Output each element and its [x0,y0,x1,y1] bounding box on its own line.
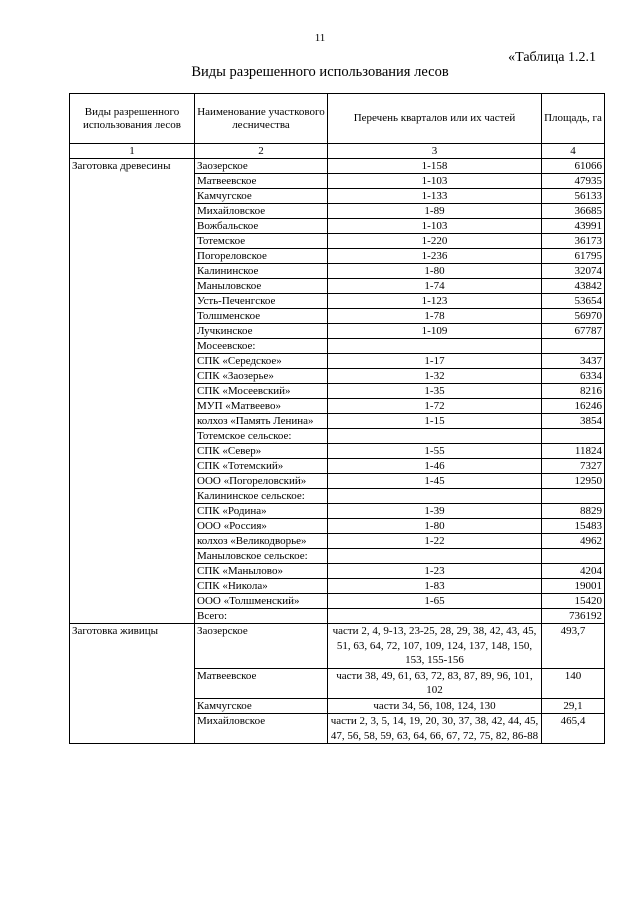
area-cell: 465,4 [542,714,605,744]
table-label: «Таблица 1.2.1 [508,50,596,65]
use-type-cell: Заготовка древесины [70,159,195,624]
quarters-cell: 1-89 [328,204,542,219]
forestry-name-cell: Михайловское [195,204,328,219]
forestry-name-cell: Маныловское сельское: [195,549,328,564]
area-cell [542,549,605,564]
area-cell: 32074 [542,264,605,279]
area-cell: 140 [542,668,605,698]
quarters-cell: 1-103 [328,219,542,234]
area-cell: 3437 [542,354,605,369]
area-cell [542,489,605,504]
quarters-cell: 1-45 [328,474,542,489]
forestry-name-cell: СПК «Мосеевский» [195,384,328,399]
area-cell: 736192 [542,609,605,624]
quarters-cell: 1-109 [328,324,542,339]
forestry-name-cell: Камчугское [195,189,328,204]
forestry-name-cell: СПК «Родина» [195,504,328,519]
area-cell: 15483 [542,519,605,534]
area-cell: 11824 [542,444,605,459]
forestry-name-cell: МУП «Матвеево» [195,399,328,414]
area-cell: 12950 [542,474,605,489]
forestry-name-cell: Калининское сельское: [195,489,328,504]
forestry-name-cell: колхоз «Великодворье» [195,534,328,549]
area-cell: 6334 [542,369,605,384]
quarters-cell: части 38, 49, 61, 63, 72, 83, 87, 89, 96, 101, 102 [328,668,542,698]
forestry-name-cell: Всего: [195,609,328,624]
area-cell: 29,1 [542,698,605,714]
page-number: 11 [314,32,326,44]
area-cell: 47935 [542,174,605,189]
area-cell: 8829 [542,504,605,519]
quarters-cell: 1-17 [328,354,542,369]
area-cell: 8216 [542,384,605,399]
quarters-cell: 1-32 [328,369,542,384]
area-cell: 493,7 [542,624,605,669]
column-number: 2 [195,144,328,159]
quarters-cell: 1-220 [328,234,542,249]
quarters-cell [328,549,542,564]
area-cell: 43842 [542,279,605,294]
forestry-name-cell: СПК «Никола» [195,579,328,594]
table-row [70,624,605,669]
area-cell: 61066 [542,159,605,174]
area-cell: 15420 [542,594,605,609]
forestry-name-cell: Калининское [195,264,328,279]
quarters-cell: 1-72 [328,399,542,414]
forestry-name-cell: Усть-Печенгское [195,294,328,309]
header-area: Площадь, га [542,94,605,144]
forestry-name-cell: Матвеевское [195,174,328,189]
quarters-cell: части 2, 4, 9-13, 23-25, 28, 29, 38, 42, 43, 45, 51, 63, 64, 72, 107, 109, 124, 137, 148, 150, 153, 155-156 [328,624,542,669]
quarters-cell: 1-46 [328,459,542,474]
column-number: 4 [542,144,605,159]
forest-use-table [69,93,605,744]
forestry-name-cell: Тотемское сельское: [195,429,328,444]
quarters-cell [328,429,542,444]
area-cell: 43991 [542,219,605,234]
quarters-cell: 1-80 [328,519,542,534]
forestry-name-cell: СПК «Середское» [195,354,328,369]
area-cell: 3854 [542,414,605,429]
quarters-cell: части 2, 3, 5, 14, 19, 20, 30, 37, 38, 42, 44, 45, 47, 56, 58, 59, 63, 64, 66, 67, 72, 75, 82, 86-88 [328,714,542,744]
area-cell: 36173 [542,234,605,249]
forestry-name-cell: Лучкинское [195,324,328,339]
quarters-cell [328,609,542,624]
forestry-name-cell: ООО «Погореловский» [195,474,328,489]
header-forestry-name: Наименование участкового лесничества [195,94,328,144]
forestry-name-cell: Заозерское [195,159,328,174]
column-numbers-row [70,144,605,159]
forestry-name-cell: Погореловское [195,249,328,264]
area-cell: 4204 [542,564,605,579]
forestry-name-cell: Заозерское [195,624,328,669]
forestry-name-cell: ООО «Толшменский» [195,594,328,609]
forestry-name-cell: Тотемское [195,234,328,249]
forestry-name-cell: Маныловское [195,279,328,294]
area-cell: 53654 [542,294,605,309]
quarters-cell: части 34, 56, 108, 124, 130 [328,698,542,714]
table-row [70,159,605,174]
forestry-name-cell: Михайловское [195,714,328,744]
table-body [70,144,605,744]
forestry-name-cell: СПК «Заозерье» [195,369,328,384]
area-cell: 36685 [542,204,605,219]
quarters-cell: 1-74 [328,279,542,294]
forestry-name-cell: Вожбальское [195,219,328,234]
area-cell: 19001 [542,579,605,594]
quarters-cell: 1-133 [328,189,542,204]
quarters-cell: 1-35 [328,384,542,399]
use-type-cell: Заготовка живицы [70,624,195,744]
quarters-cell [328,489,542,504]
quarters-cell: 1-22 [328,534,542,549]
area-cell: 67787 [542,324,605,339]
area-cell: 16246 [542,399,605,414]
forestry-name-cell: Мосеевское: [195,339,328,354]
column-number: 3 [328,144,542,159]
quarters-cell: 1-23 [328,564,542,579]
quarters-cell [328,339,542,354]
forestry-name-cell: Матвеевское [195,668,328,698]
forestry-name-cell: СПК «Маныловo» [195,564,328,579]
area-cell: 4962 [542,534,605,549]
forestry-name-cell: ООО «Россия» [195,519,328,534]
forestry-name-cell: Толшменское [195,309,328,324]
table-title: Виды разрешенного использования лесов [191,64,449,80]
forestry-name-cell: СПК «Тотемский» [195,459,328,474]
quarters-cell: 1-158 [328,159,542,174]
quarters-cell: 1-103 [328,174,542,189]
forestry-name-cell: колхоз «Память Ленина» [195,414,328,429]
area-cell: 7327 [542,459,605,474]
header-quarters: Перечень кварталов или их частей [328,94,542,144]
quarters-cell: 1-80 [328,264,542,279]
area-cell [542,339,605,354]
header-use-type: Виды разрешенного использования лесов [70,94,195,144]
quarters-cell: 1-236 [328,249,542,264]
quarters-cell: 1-78 [328,309,542,324]
area-cell: 56133 [542,189,605,204]
quarters-cell: 1-15 [328,414,542,429]
area-cell [542,429,605,444]
quarters-cell: 1-55 [328,444,542,459]
area-cell: 61795 [542,249,605,264]
forestry-name-cell: Камчугское [195,698,328,714]
forestry-name-cell: СПК «Север» [195,444,328,459]
quarters-cell: 1-83 [328,579,542,594]
quarters-cell: 1-65 [328,594,542,609]
column-number: 1 [70,144,195,159]
quarters-cell: 1-39 [328,504,542,519]
quarters-cell: 1-123 [328,294,542,309]
area-cell: 56970 [542,309,605,324]
